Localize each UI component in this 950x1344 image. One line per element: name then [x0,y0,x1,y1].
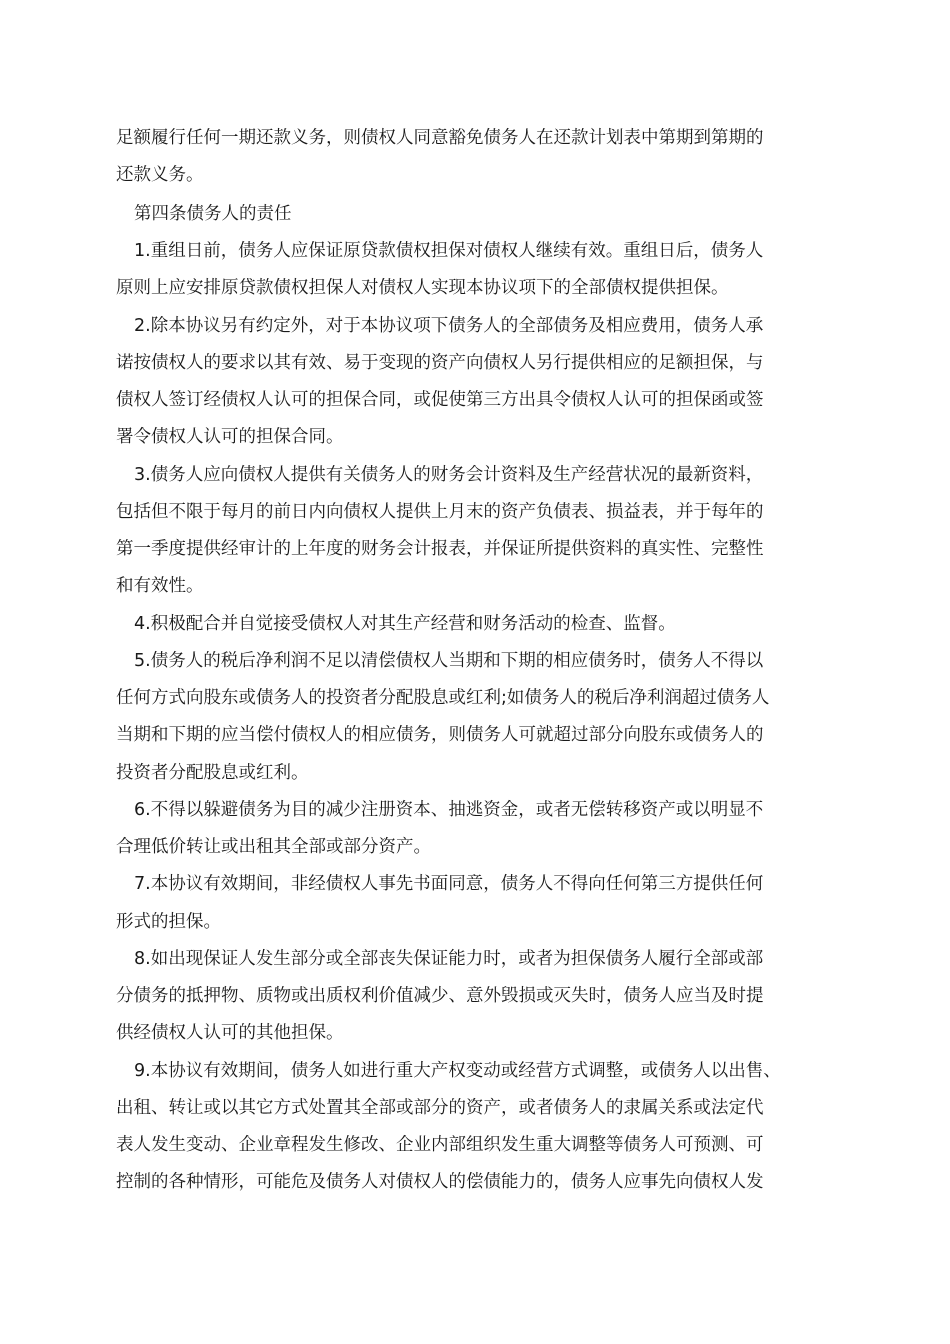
text-line: 表人发生变动、企业章程发生修改、企业内部组织发生重大调整等债务人可预测、可 [116,1135,764,1155]
text-line: 5.债务人的税后净利润不足以清偿债权人当期和下期的相应债务时，债务人不得以 [134,651,764,671]
text-line: 形式的担保。 [116,912,221,932]
text-line: 合理低价转让或出租其全部或部分资产。 [116,837,431,857]
text-line: 分债务的抵押物、质物或出质权利价值减少、意外毁损或灭失时，债务人应当及时提 [116,986,764,1006]
text-line: 债权人签订经债权人认可的担保合同，或促使第三方出具令债权人认可的担保函或签 [116,390,764,410]
text-line: 足额履行任何一期还款义务，则债权人同意豁免债务人在还款计划表中第期到第期的 [116,128,764,148]
text-line: 8.如出现保证人发生部分或全部丧失保证能力时，或者为担保债务人履行全部或部 [134,949,764,969]
text-line: 6.不得以躲避债务为目的减少注册资本、抽逃资金，或者无偿转移资产或以明显不 [134,800,764,820]
text-line: 供经债权人认可的其他担保。 [116,1023,344,1043]
text-line: 2.除本协议另有约定外，对于本协议项下债务人的全部债务及相应费用，债务人承 [134,316,764,336]
text-line: 任何方式向股东或债务人的投资者分配股息或红利;如债务人的税后净利润超过债务人 [116,688,770,708]
text-line: 7.本协议有效期间，非经债权人事先书面同意，债务人不得向任何第三方提供任何 [134,874,764,894]
text-line: 包括但不限于每月的前日内向债权人提供上月末的资产负债表、损益表，并于每年的 [116,502,764,522]
text-line: 出租、转让或以其它方式处置其全部或部分的资产，或者债务人的隶属关系或法定代 [116,1098,764,1118]
text-line: 原则上应安排原贷款债权担保人对债权人实现本协议项下的全部债权提供担保。 [116,278,729,298]
text-line: 投资者分配股息或红利。 [116,763,309,783]
text-line: 4.积极配合并自觉接受债权人对其生产经营和财务活动的检查、监督。 [134,614,676,634]
text-line: 第一季度提供经审计的上年度的财务会计报表，并保证所提供资料的真实性、完整性 [116,539,764,559]
section-heading: 第四条债务人的责任 [134,204,292,224]
text-line: 诺按债权人的要求以其有效、易于变现的资产向债权人另行提供相应的足额担保，与 [116,353,764,373]
text-line: 署令债权人认可的担保合同。 [116,427,344,447]
text-line: 还款义务。 [116,165,204,185]
text-line: 9.本协议有效期间，债务人如进行重大产权变动或经营方式调整，或债务人以出售、 [134,1061,781,1081]
text-line: 和有效性。 [116,576,204,596]
text-line: 1.重组日前，债务人应保证原贷款债权担保对债权人继续有效。重组日后，债务人 [134,241,764,261]
text-line: 3.债务人应向债权人提供有关债务人的财务会计资料及生产经营状况的最新资料， [134,465,764,485]
text-line: 控制的各种情形，可能危及债务人对债权人的偿债能力的，债务人应事先向债权人发 [116,1172,764,1192]
text-line: 当期和下期的应当偿付债权人的相应债务，则债务人可就超过部分向股东或债务人的 [116,725,764,745]
